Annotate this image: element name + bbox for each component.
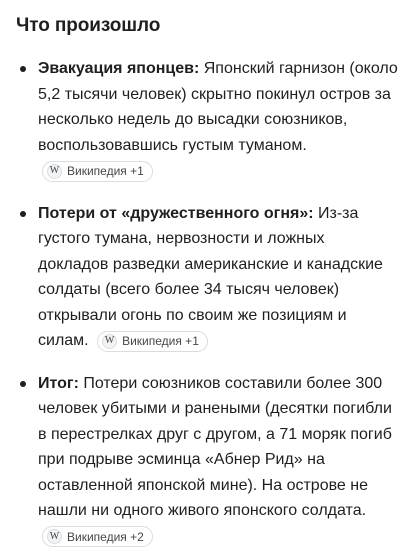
wikipedia-icon: W (47, 164, 62, 179)
item-lead: Итог: (38, 375, 79, 392)
item-text: Из-за густого тумана, нервозности и ложных докладов разведки американские и канадские солдаты (всего более 34 тысяч человек) открывали огонь по своим же позициям и силам. (38, 205, 383, 350)
item-lead: Эвакуация японцев: (38, 60, 199, 77)
item-lead: Потери от «дружественного огня»: (38, 205, 314, 222)
item-text: Потери союзников составили более 300 человек убитыми и ранеными (десятки погибли в перестрелках друг с другом, а 71 моряк погиб при подрыве эсминца «Абнер Рид» на оставленной японской мине). На острове не нашли ни одного живого японского солдата. (38, 375, 392, 520)
bullet-icon (20, 381, 26, 387)
source-label: Википедия +1 (67, 165, 144, 177)
source-chip[interactable] (42, 161, 153, 182)
bullet-icon (20, 211, 26, 217)
item-text: Японский гарнизон (около 5,2 тысячи человек) скрытно покинул остров за несколько недель до высадки союзников, воспользовавшись густым туманом. (38, 60, 398, 154)
source-chip[interactable] (42, 526, 153, 547)
list-item (16, 371, 400, 549)
source-label: Википедия +2 (67, 531, 144, 543)
wikipedia-icon: W (102, 334, 117, 349)
wikipedia-icon: W (47, 529, 62, 544)
section-title: Что произошло (16, 14, 400, 38)
list-item (16, 201, 400, 354)
source-label: Википедия +1 (122, 335, 199, 347)
bullet-icon (20, 66, 26, 72)
list-item (16, 56, 400, 184)
source-chip[interactable] (97, 331, 208, 352)
